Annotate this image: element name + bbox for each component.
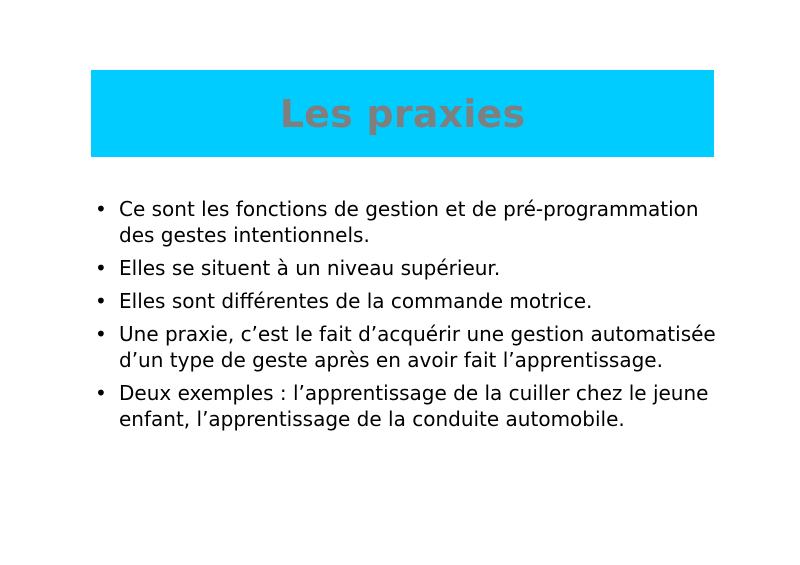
slide-title: Les praxies <box>279 91 526 136</box>
bullet-icon: • <box>95 381 107 405</box>
bullet-item <box>93 380 733 432</box>
bullet-icon: • <box>95 289 107 313</box>
bullet-text: Elles sont différentes de la commande motrice. <box>119 289 593 313</box>
bullet-item <box>93 288 733 314</box>
bullet-icon: • <box>95 197 107 221</box>
bullet-text: Une praxie, c’est le fait d’acquérir une gestion automatisée d’un type de geste après en avoir fait l’apprentissage. <box>119 322 716 372</box>
title-bar <box>91 70 714 157</box>
bullet-icon: • <box>95 256 107 280</box>
bullet-item <box>93 255 733 281</box>
bullet-text: Elles se situent à un niveau supérieur. <box>119 256 501 280</box>
bullet-item <box>93 321 733 373</box>
bullet-text: Deux exemples : l’apprentissage de la cuiller chez le jeune enfant, l’apprentissage de la conduite automobile. <box>119 381 709 431</box>
bullet-item <box>93 196 733 248</box>
bullet-list <box>93 196 733 439</box>
bullet-icon: • <box>95 322 107 346</box>
bullet-text: Ce sont les fonctions de gestion et de pré-programmation des gestes intentionnels. <box>119 197 699 247</box>
